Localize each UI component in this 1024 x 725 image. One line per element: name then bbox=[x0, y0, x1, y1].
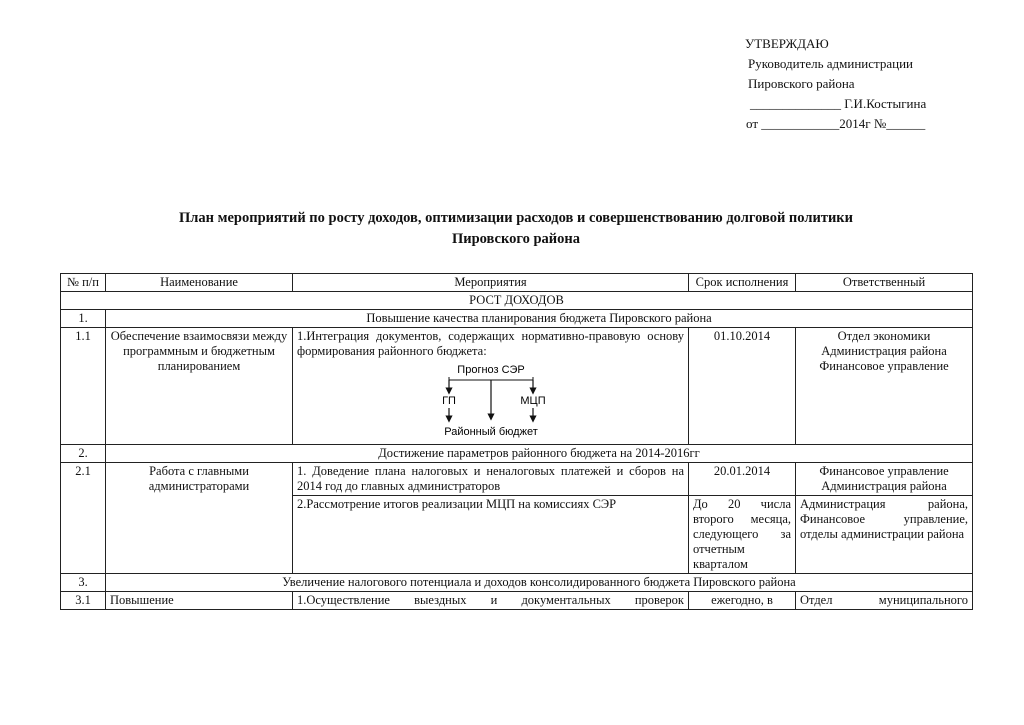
approval-district: Пировского района bbox=[748, 76, 855, 91]
section-2-title: Достижение параметров районного бюджета на 2014-2016гг bbox=[106, 445, 973, 463]
row-1-1-action bbox=[293, 328, 689, 445]
row-2-1-deadline-2: До 20 числа второго месяца, следующего за отчетным кварталом bbox=[689, 496, 796, 574]
budget-flow-diagram bbox=[421, 363, 561, 443]
row-2-1-action-1: 1. Доведение плана налоговых и неналоговых платежей и сборов на 2014 год до главных администраторов bbox=[293, 463, 689, 496]
approval-block bbox=[744, 34, 926, 134]
section-row-3 bbox=[61, 574, 973, 592]
table-header-row bbox=[61, 274, 973, 292]
row-3-1-deadline: ежегодно, в bbox=[689, 592, 796, 610]
row-2-1-responsible-1 bbox=[796, 463, 973, 496]
diagram-left-label: ГП bbox=[441, 395, 456, 407]
section-row-1 bbox=[61, 310, 973, 328]
row-2-1-action-2: 2.Рассмотрение итогов реализации МЦП на комиссиях СЭР bbox=[293, 496, 689, 574]
row-3-1-name: Повышение bbox=[106, 592, 293, 610]
row-3-1-responsible: Отдел муниципального bbox=[796, 592, 973, 610]
row-3-1-action: 1.Осуществление выездных и документальных проверок bbox=[293, 592, 689, 610]
row-2-1-resp-1b: Администрация района bbox=[821, 479, 947, 493]
plan-table bbox=[60, 273, 973, 610]
diagram-bottom-label: Районный бюджет bbox=[443, 426, 538, 438]
approval-signature: ______________ Г.И.Костыгина bbox=[750, 96, 927, 111]
header-actions: Мероприятия bbox=[293, 274, 689, 292]
row-1-1-num: 1.1 bbox=[61, 328, 106, 445]
section-2-num: 2. bbox=[61, 445, 106, 463]
table-row bbox=[61, 463, 973, 496]
document-title-line2: Пировского района bbox=[451, 231, 581, 247]
table-row bbox=[61, 592, 973, 610]
row-2-1-num: 2.1 bbox=[61, 463, 106, 574]
row-1-1-name: Обеспечение взаимосвязи между программным и бюджетным планированием bbox=[106, 328, 293, 445]
row-2-1-deadline-1: 20.01.2014 bbox=[689, 463, 796, 496]
section-3-title: Увеличение налогового потенциала и доходов консолидированного бюджета Пировского района bbox=[106, 574, 973, 592]
section-row-2 bbox=[61, 445, 973, 463]
row-1-1-resp-1: Отдел экономики bbox=[837, 329, 931, 343]
approval-position: Руководитель администрации bbox=[748, 56, 913, 71]
section-main-title: РОСТ ДОХОДОВ bbox=[61, 292, 973, 310]
row-1-1-resp-2: Администрация района bbox=[821, 344, 947, 358]
row-1-1-deadline: 01.10.2014 bbox=[689, 328, 796, 445]
approval-heading: УТВЕРЖДАЮ bbox=[745, 36, 829, 51]
diagram-bracket bbox=[449, 377, 533, 380]
row-2-1-resp-1a: Финансовое управление bbox=[819, 464, 949, 478]
diagram-right-label: МЦП bbox=[519, 395, 546, 407]
header-deadline: Срок исполнения bbox=[689, 274, 796, 292]
section-row-main bbox=[61, 292, 973, 310]
section-1-title: Повышение качества планирования бюджета Пировского района bbox=[106, 310, 973, 328]
section-1-num: 1. bbox=[61, 310, 106, 328]
header-num: № п/п bbox=[61, 274, 106, 292]
row-1-1-responsible bbox=[796, 328, 973, 445]
approval-date: от ____________2014г №______ bbox=[746, 116, 926, 131]
diagram-top-label: Прогноз СЭР bbox=[456, 364, 525, 376]
document-title-line1: План мероприятий по росту доходов, оптимизации расходов и совершенствованию долговой политики bbox=[178, 210, 854, 226]
table-row bbox=[61, 328, 973, 445]
header-responsible: Ответственный bbox=[796, 274, 973, 292]
section-3-num: 3. bbox=[61, 574, 106, 592]
row-3-1-num: 3.1 bbox=[61, 592, 106, 610]
row-2-1-name: Работа с главными администраторами bbox=[106, 463, 293, 574]
row-2-1-responsible-2: Администрация района, Финансовое управление, отделы администрации района bbox=[796, 496, 973, 574]
document-title bbox=[60, 208, 972, 250]
row-1-1-resp-3: Финансовое управление bbox=[819, 359, 949, 373]
header-name: Наименование bbox=[106, 274, 293, 292]
row-1-1-action-text: 1.Интеграция документов, содержащих нормативно-правовую основу формирования районного бюджета: bbox=[297, 329, 684, 358]
